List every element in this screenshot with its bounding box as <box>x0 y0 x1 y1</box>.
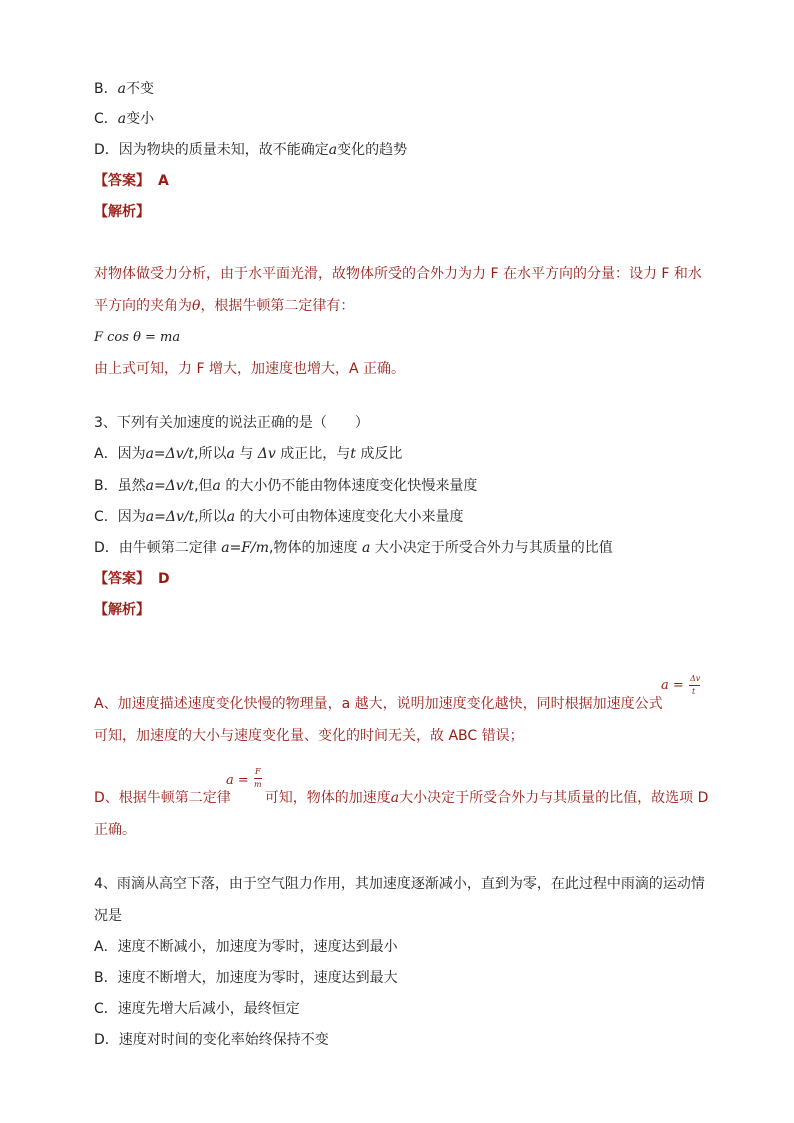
formula-a-equals-f-over-m: a = F m <box>226 767 262 789</box>
q2-option-b: B．a不变 <box>94 81 154 97</box>
q4-option-c: C．速度先增大后减小，最终恒定 <box>94 1001 300 1017</box>
q2-option-d: D．因为物块的质量未知，故不能确定a变化的趋势 <box>94 142 408 158</box>
q3-analysis-d-line-1: D、根据牛顿第二定律 可知，物体的加速度a大小决定于所受合外力与其质量的比值，故选项 D <box>94 790 709 806</box>
fraction-bar <box>689 685 700 686</box>
q3-analysis-tag: 【解析】 <box>94 602 150 618</box>
q3-option-d: D．由牛顿第二定律 a=F/m,物体的加速度 a 大小决定于所受合外力与其质量的比值 <box>94 540 613 556</box>
q4-option-a: A．速度不断减小，加速度为零时，速度达到最小 <box>94 939 398 955</box>
q2-option-c: C．a变小 <box>94 111 155 127</box>
q2-answer: 【答案】 A <box>94 173 169 189</box>
q3-analysis-a-line-1: A、加速度描述速度变化快慢的物理量，a 越大，说明加速度变化越快，同时根据加速度公式 <box>94 696 663 712</box>
q3-analysis-a-line-2: 可知，加速度的大小与速度变化量、变化的时间无关，故 ABC 错误； <box>94 728 524 744</box>
q4-stem-line-2: 况是 <box>94 908 122 924</box>
q2-analysis-line-1: 对物体做受力分析，由于水平面光滑，故物体所受的合外力为力 F 在水平方向的分量：设力 F 和水 <box>94 266 702 282</box>
q3-option-a: A．因为a=Δv/t,所以a 与 Δv 成正比，与t 成反比 <box>94 446 403 462</box>
q2-analysis-tag: 【解析】 <box>94 204 150 220</box>
q4-option-b: B．速度不断增大，加速度为零时，速度达到最大 <box>94 970 398 986</box>
q3-answer: 【答案】 D <box>94 571 170 587</box>
q2-formula: F cos θ = ma <box>94 330 181 345</box>
q3-stem: 3、下列有关加速度的说法正确的是（ ） <box>94 415 369 431</box>
q2-analysis-line-2: 平方向的夹角为θ，根据牛顿第二定律有： <box>94 298 355 314</box>
q4-option-d: D．速度对时间的变化率始终保持不变 <box>94 1032 329 1048</box>
formula-a-equals-dv-over-t: a = Δv t <box>661 674 701 696</box>
q3-option-b: B．虽然a=Δv/t,但a 的大小仍不能由物体速度变化快慢来量度 <box>94 478 478 494</box>
q3-option-c: C．因为a=Δv/t,所以a 的大小可由物体速度变化大小来量度 <box>94 509 464 525</box>
q2-analysis-line-3: 由上式可知，力 F 增大，加速度也增大，A 正确。 <box>94 361 405 377</box>
fraction-bar <box>254 778 262 779</box>
q3-analysis-d-line-2: 正确。 <box>94 822 136 838</box>
q4-stem-line-1: 4、雨滴从高空下落，由于空气阻力作用，其加速度逐渐减小，直到为零，在此过程中雨滴的运动情 <box>94 876 705 892</box>
